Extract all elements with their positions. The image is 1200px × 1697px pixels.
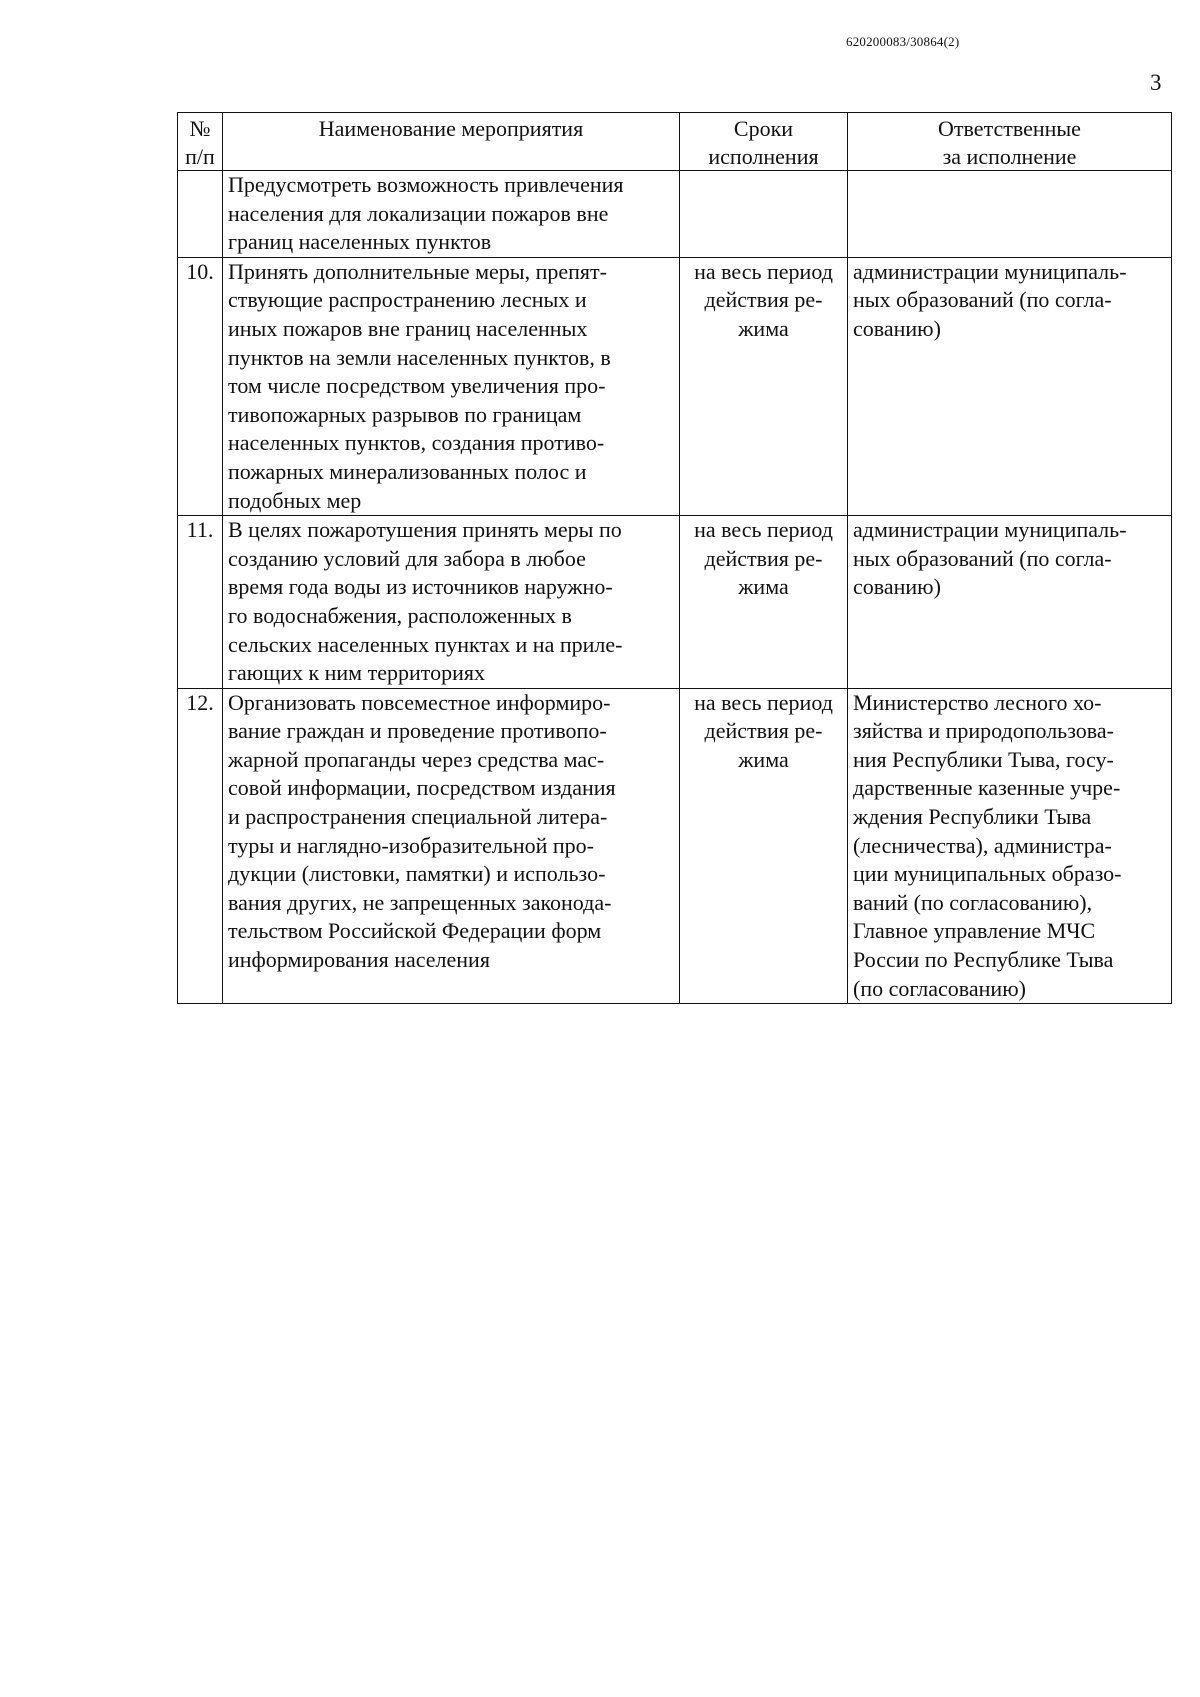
cell-text-line: го водоснабжения, расположенных в [228,602,572,628]
row-term [680,257,848,515]
cell-text-line: пожарных минерализованных полос и [228,458,587,484]
cell-text-line: совой информации, посредством издания [228,775,616,801]
cell-text-line: п/п [185,143,215,169]
cell-text-line: действия ре- [704,287,823,313]
cell-text-line: жима [738,746,789,772]
cell-text-line: ваний (по согласованию), [853,889,1093,915]
cell-text-line: границ населенных пунктов [228,229,492,255]
header-term [680,113,848,171]
cell-text-line: за исполнение [942,143,1077,169]
cell-text-line: и распространения специальной литера- [228,804,608,830]
cell-text-line: сельских населенных пунктах и на приле- [228,631,623,657]
cell-text-line: ждения Республики Тыва [853,804,1092,830]
cell-text-line: время года воды из источников наружно- [228,574,613,600]
cell-text-line: (по согласованию) [853,975,1026,1001]
cell-text-line: вания других, не запрещенных законода- [228,889,612,915]
row-measure-name [223,257,680,515]
cell-text-line: администрации муниципаль- [853,258,1127,284]
cell-text-line: тельством Российской Федерации форм [228,918,602,944]
row-measure-name [223,171,680,258]
cell-text-line: Предусмотреть возможность привлечения [228,172,624,197]
cell-text-line: ных образований (по согла- [853,545,1112,571]
row-responsible [848,171,1172,258]
cell-text-line: том числе посредством увеличения про- [228,373,606,399]
cell-text-line: на весь период [694,258,833,284]
header-responsible [848,113,1172,171]
row-number: 10. [178,257,223,515]
cell-text-line: пунктов на земли населенных пунктов, в [228,344,611,370]
cell-text-line: населенных пунктов, создания противо- [228,430,605,456]
header-name [223,113,680,171]
cell-text-line: действия ре- [704,718,823,744]
cell-text-line: дарственные казенные учре- [853,775,1121,801]
cell-text-line: Наименование мероприятия [318,116,584,141]
row-measure-name [223,688,680,1004]
cell-text-line: Сроки [733,116,794,141]
measures-table [177,112,1172,1004]
cell-text-line: жима [738,574,789,600]
row-term [680,171,848,258]
cell-text-line: сованию) [853,315,941,341]
cell-text-line: тивопожарных разрывов по границам [228,401,582,427]
cell-text-line: на весь период [694,689,833,715]
row-number: 11. [178,516,223,689]
cell-text-line: Министерство лесного хо- [853,689,1102,715]
cell-text-line: В целях пожаротушения принять меры по [228,517,622,543]
cell-text-line: дукции (листовки, памятки) и использо- [228,861,606,887]
table-header-row [178,113,1172,171]
row-number: 12. [178,688,223,1004]
cell-text-line: (лесничества), администра- [853,832,1112,858]
cell-text-line: исполнения [708,143,819,169]
row-measure-name [223,516,680,689]
cell-text-line: сованию) [853,574,941,600]
cell-text-line: Организовать повсеместное информиро- [228,689,611,715]
cell-text-line: России по Республике Тыва [853,947,1114,973]
cell-text-line: Главное управление МЧС [853,918,1096,944]
row-responsible [848,688,1172,1004]
cell-text-line: Ответственные [938,116,1081,141]
document-id: 620200083/30864(2) [846,34,960,49]
cell-text-line: действия ре- [704,545,823,571]
row-responsible [848,516,1172,689]
row-number [178,171,223,258]
row-term [680,688,848,1004]
cell-text-line: № [189,116,211,141]
cell-text-line: ции муниципальных образо- [853,861,1122,887]
table-row [178,257,1172,515]
cell-text-line: зяйства и природопользова- [853,718,1114,744]
row-responsible [848,257,1172,515]
table-row [178,516,1172,689]
cell-text-line: туры и наглядно-изобразительной про- [228,832,595,858]
cell-text-line: жима [738,315,789,341]
cell-text-line: на весь период [694,517,833,543]
cell-text-line: созданию условий для забора в любое [228,545,586,571]
header-number [178,113,223,171]
cell-text-line: подобных мер [228,487,362,513]
cell-text-line: ных образований (по согла- [853,287,1112,313]
row-term [680,516,848,689]
cell-text-line: администрации муниципаль- [853,517,1127,543]
cell-text-line: Принять дополнительные меры, препят- [228,258,607,284]
page-number: 3 [1150,70,1162,95]
cell-text-line: гающих к ним территориях [228,660,485,686]
cell-text-line: жарной пропаганды через средства мас- [228,746,605,772]
cell-text-line: ния Республики Тыва, госу- [853,746,1114,772]
cell-text-line: информирования населения [228,947,490,973]
table-row [178,171,1172,258]
cell-text-line: иных пожаров вне границ населенных [228,315,588,341]
cell-text-line: ствующие распространению лесных и [228,287,587,313]
table-row [178,688,1172,1004]
cell-text-line: населения для локализации пожаров вне [228,200,609,226]
cell-text-line: вание граждан и проведение противопо- [228,718,607,744]
